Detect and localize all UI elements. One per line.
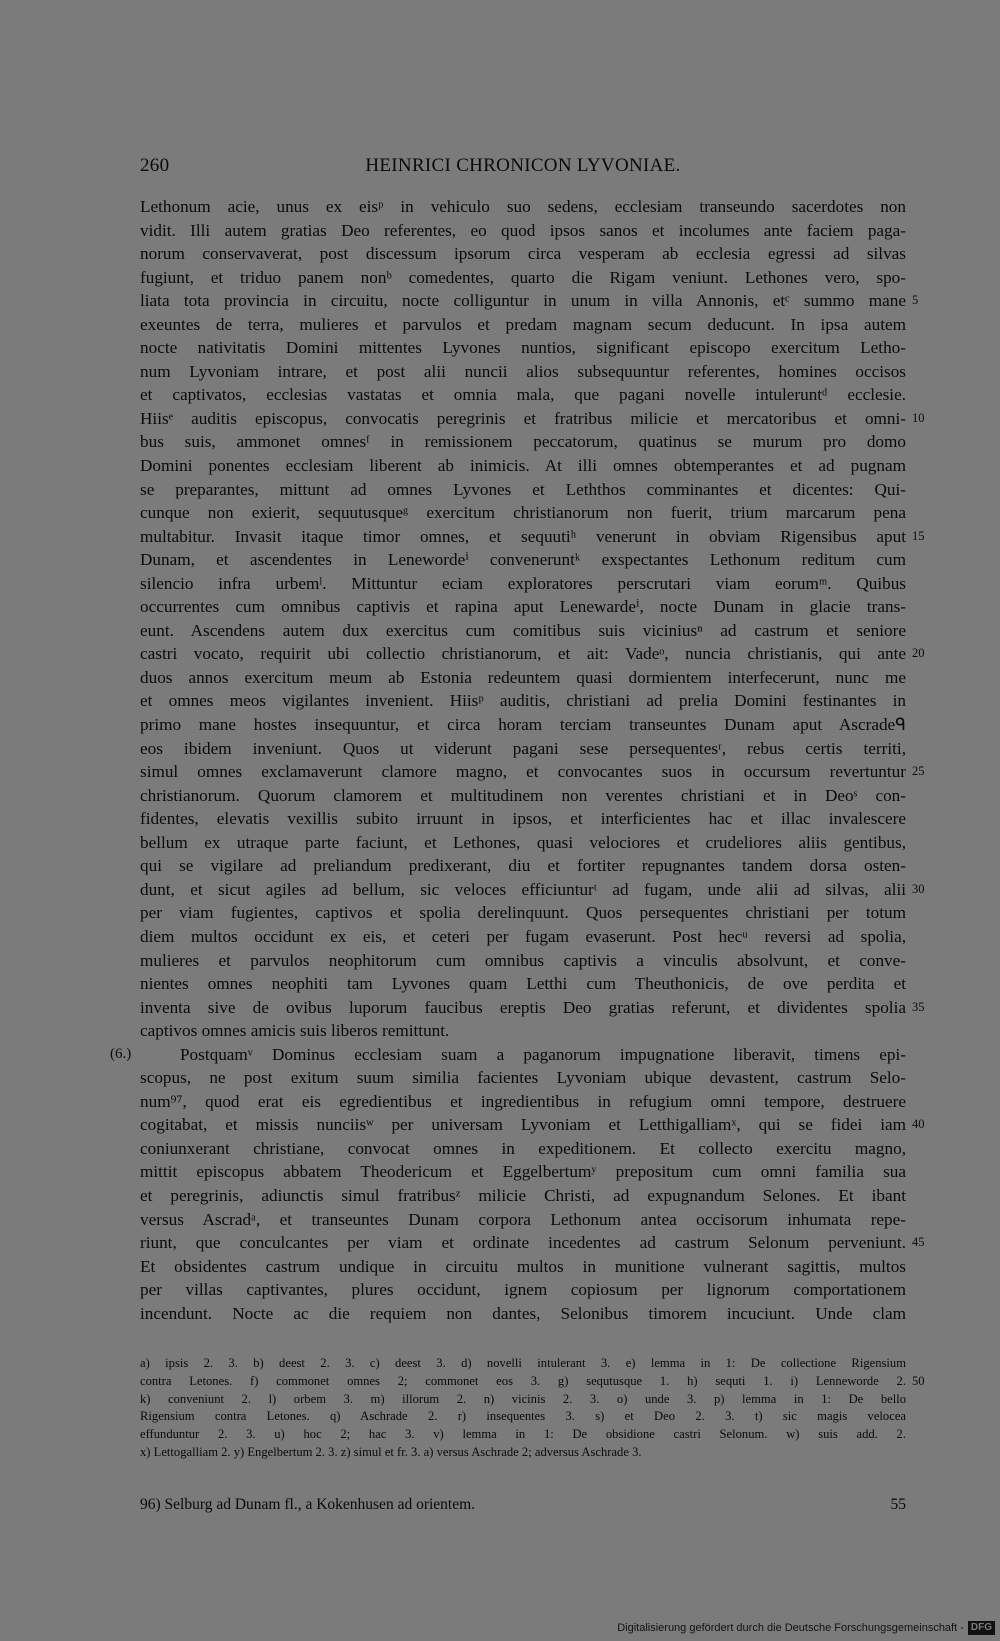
line-text: Dunam, et ascendentes in Lenewordeⁱ conveneruntᵏ exspectantes Lethonum reditum cum [140,550,906,570]
line-text: christianorum. Quorum clamorem et multitudinem non verentes christiani et in Deoˢ con- [140,785,906,805]
footnote-text: k) conveniunt 2. l) orbem 3. m) illorum 2. n) vicinis 2. 3. o) unde 3. p) lemma in 1: De bello [140,1391,906,1406]
line-text: inventa sive de ovibus luporum faucibus ereptis Deo gratias referunt, et dividentes spolia [140,997,906,1017]
line-text: occurrentes cum omnibus captivis et rapina aput Lenewardeⁱ, nocte Dunam in glacie trans- [140,597,906,617]
line-text: et captivatos, ecclesias vastatas et omnia mala, que pagani novelle intuleruntᵈ ecclesie. [140,385,906,405]
text-line [140,289,919,313]
footnote-line [140,1444,906,1462]
text-line [140,1160,906,1184]
text-line [140,925,906,949]
line-text: simul omnes exclamaverunt clamore magno, et convocantes suos in occursum revertuntur [140,762,906,782]
line-text: per viam fugientes, captivos et spolia derelinquunt. Quos persequentes christiani per totum [140,903,906,923]
line-text: eos ibidem inveniunt. Quos ut viderunt pagani sese persequentesʳ, rebus certis territi, [140,738,906,758]
text-line [140,878,925,902]
text-line [140,1231,925,1255]
line-number: 15 [912,528,925,543]
line-text: fidentes, elevatis vexillis subito irruunt in ipsos, et interficientes hac et illac invalescere [140,809,906,829]
footnote-text: contra Letones. f) commonet omnes 2; commonet eos 3. g) sequtusque 1. h) sequti 1. i) Lenneworde 2. [140,1373,906,1388]
line-text: num Lyvoniam intrare, et post alii nuncii alios subsequuntur referentes, homines occisos [140,361,906,381]
note-line-number: 55 [890,1496,906,1513]
text-line [140,1208,906,1232]
text-line [140,807,906,831]
text-line [140,972,906,996]
line-text: mulieres et parvulos neophitorum cum omnibus captivis a vinculis absolvunt, et conve- [140,950,906,970]
main-text [110,195,925,1325]
text-line [140,642,925,666]
footnote-line [140,1355,906,1373]
line-text: Postquamᵛ Dominus ecclesiam suam a paganorum impugnatione liberavit, timens epi- [180,1044,906,1064]
line-text: et peregrinis, adiunctis simul fratribusᶻ milicie Christi, ad expugnandum Selones. Et ibant [140,1185,906,1205]
line-text: per villas captivantes, plures occidunt, ignem copiosum per lignorum comportationem [140,1280,906,1300]
line-number: 45 [912,1235,925,1250]
footnote-line [140,1373,925,1391]
footnote-text: a) ipsis 2. 3. b) deest 2. 3. c) deest 3. d) novelli intulerant 3. e) lemma in 1: De collectione Rigensium [140,1356,906,1370]
line-text: scopus, ne post exitum suum similia facientes Lyvoniam ubique devastent, castrum Selo- [140,1068,906,1088]
line-text: vidit. Illi autem gratias Deo referentes, eo quod ipsos sanos et incolumes ante faciem paga- [140,220,906,240]
chapter-marker: (6.) [110,1045,132,1062]
text-line [140,666,906,690]
line-text: mittit episcopus abbatem Theodericum et Eggelbertumʸ prepositum cum omni familia sua [140,1162,906,1182]
text-line [140,360,906,384]
text-line [140,195,906,219]
text-line [140,689,906,713]
text-line [140,1113,925,1137]
credit-text: Digitalisierung gefördert durch die Deutsche Forschungsgemeinschaft - [617,1622,964,1634]
line-text: primo mane hostes insequuntur, et circa horam terciam transeuntes Dunam aput Ascradeᑫ [140,715,906,735]
line-text: bus suis, ammonet omnesᶠ in remissionem peccatorum, quatinus se murum pro domo [140,432,906,452]
text-line [140,383,906,407]
text-line [140,313,906,337]
line-text: fugiunt, et triduo panem nonᵇ comedentes, quarto die Rigam veniunt. Lethones vero, spo- [140,267,906,287]
text-line [140,501,906,525]
line-text: duos annos exercitum meum ab Estonia redeuntem quasi dormientem interfecerunt, nunc me [140,667,906,687]
line-text: qui se vigilare ad preliandum predixerant, diu et fortiter repugnantes tandem dorsa osten- [140,856,906,876]
note-96: 96) Selburg ad Dunam fl., a Kokenhusen ad orientem. [140,1496,476,1513]
line-text: liata tota provincia in circuitu, nocte colliguntur in unum in villa Annonis, etᶜ summo mane [140,291,906,311]
line-text: coniunxerant christiane, convocat omnes in expeditionem. Et collecto exercitu magno, [140,1138,906,1158]
line-number: 20 [912,646,925,661]
text-line [140,784,906,808]
text-line [140,242,906,266]
text-line [140,737,906,761]
line-text: cunque non exierit, sequutusqueᵍ exercitum christianorum non fuerit, trium marcarum pena [140,503,906,523]
digitization-credit [617,1620,995,1636]
page-number: 260 [140,155,170,176]
text-line [140,1019,906,1043]
critical-apparatus [140,1355,925,1462]
text-line [140,336,906,360]
line-text: diem multos occidunt ex eis, et ceteri per fugam evaserunt. Post hecᵘ reversi ad spolia, [140,926,906,946]
line-number: 50 [912,1373,925,1388]
footnote-line [140,1391,906,1409]
line-text: num⁹⁷, quod erat eis egredientibus et ingredientibus in refugium omni tempore, destruere [140,1091,906,1111]
line-text: Lethonum acie, unus ex eisᵖ in vehiculo suo sedens, ecclesiam transeundo sacerdotes non [140,197,906,216]
text-line [140,407,925,431]
text-line [140,996,925,1020]
line-number: 25 [912,764,925,779]
dfg-logo: DFG [968,1621,995,1635]
footnote-line [140,1408,906,1426]
text-line [140,572,906,596]
line-text: et omnes meos vigilantes invenient. Hiisᵖ auditis, christiani ad prelia Domini festinantes in [140,691,906,711]
line-text: nientes omnes neophiti tam Lyvones quam Letthi cum Theuthonicis, de ove perdita et [140,974,906,994]
line-text: silencio infra urbemˡ. Mittuntur eciam exploratores perscrutari viam eorumᵐ. Quibus [140,573,906,593]
text-line [140,266,906,290]
line-text: Domini ponentes ecclesiam liberent ab inimicis. At illi omnes obtemperantes et ad pugnam [140,456,906,476]
text-line [140,525,925,549]
text-line [140,901,906,925]
footnote-text: x) Lettogalliam 2. y) Engelbertum 2. 3. z) simul et fr. 3. a) versus Aschrade 2; adversus Aschrade 3. [140,1444,642,1459]
line-text: cogitabat, et missis nunciisʷ per universam Lyvoniam et Letthigalliamˣ, qui se fidei iam [140,1115,906,1135]
line-text: bellum ex utraque parte faciunt, et Lethones, quasi velociores et crudeliores aliis gentibus, [140,832,906,852]
line-text: Hiisᵉ auditis episcopus, convocatis peregrinis et fratribus milicie et mercatoribus et omni- [140,408,906,428]
text-line [140,219,906,243]
line-number: 35 [912,999,925,1014]
text-line [140,1066,906,1090]
line-text: se preparantes, mittunt ad omnes Lyvones et Leththos comminantes et dicentes: Qui- [140,479,906,499]
text-line [140,548,906,572]
text-line [140,854,906,878]
line-number: 30 [912,881,925,896]
text-line [140,454,906,478]
text-line [140,1278,906,1302]
text-line [140,595,906,619]
line-text: multabitur. Invasit itaque timor omnes, et sequutiʰ venerunt in obviam Rigensibus aput [140,526,906,546]
text-line [140,1090,906,1114]
line-number: 5 [912,293,919,308]
line-text: riunt, que conculcantes per viam et ordinate incedentes ad castrum Selonum perveniunt. [140,1233,906,1253]
line-number: 10 [912,410,925,425]
text-line [140,478,906,502]
running-title: HEINRICI CHRONICON LYVONIAE. [365,155,681,176]
line-text: versus Ascradᵃ, et transeuntes Dunam corpora Lethonum antea occisorum inhumata repe- [140,1209,906,1229]
line-text: castri vocato, requirit ubi collectio christianorum, et ait: Vadeᵒ, nuncia christianis, qui ante [140,644,906,664]
text-line [140,1255,906,1279]
text-line [110,1043,906,1067]
text-line [140,713,906,737]
text-line [140,430,906,454]
text-line [140,760,925,784]
text-line [140,619,906,643]
text-line [140,1302,906,1326]
line-text: eunt. Ascendens autem dux exercitus cum comitibus suis viciniusⁿ ad castrum et seniore [140,620,906,640]
text-line [140,831,906,855]
text-line [140,949,906,973]
line-number: 40 [912,1117,925,1132]
line-text: nocte nativitatis Domini mittentes Lyvones nuntios, significant episcopo exercitum Letho- [140,338,906,358]
line-text: dunt, et sicut agiles ad bellum, sic veloces efficiunturᵗ ad fugam, unde alii ad silvas, alii [140,879,906,899]
footnote-text: effunduntur 2. 3. u) hoc 2; hac 3. v) lemma in 1: De obsidione castri Selonum. w) suis add. 2. [140,1427,906,1442]
text-line [140,1184,906,1208]
line-text: captivos omnes amicis suis liberos remittunt. [140,1021,450,1041]
line-text: incendunt. Nocte ac die requiem non dantes, Selonibus timorem incuciunt. Unde clam [140,1303,906,1323]
line-text: Et obsidentes castrum undique in circuitu multos in munitione vulnerant sagittis, multos [140,1256,906,1276]
line-text: norum conservaverat, post discessum ipsorum circa vesperam ab ecclesia egressi ad silvas [140,244,906,264]
footnote-line [140,1426,906,1444]
footnote-text: Rigensium contra Letones. q) Aschrade 2. r) insequentes 3. s) et Deo 2. 3. t) sic magis velocea [140,1409,906,1424]
line-text: exeuntes de terra, mulieres et parvulos et predam magnam secum deducunt. In ipsa autem [140,314,906,334]
text-line [140,1137,906,1161]
